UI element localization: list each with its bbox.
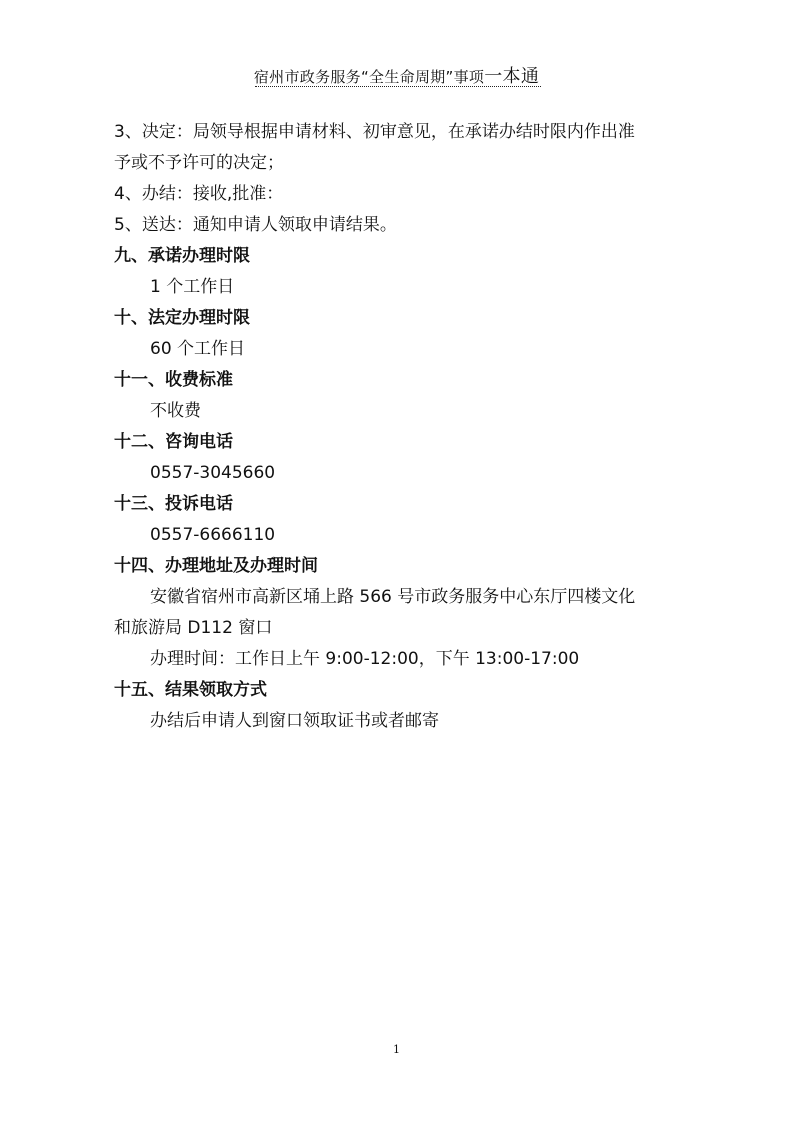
section-10-value: 60 个工作日 — [150, 339, 246, 359]
process-step-5: 5、送达：通知申请人领取申请结果。 — [114, 215, 397, 235]
section-15-heading: 十五、结果领取方式 — [114, 680, 267, 700]
section-14-address-line-2: 和旅游局 D112 窗口 — [114, 618, 273, 638]
process-step-3-line-2: 予或不予许可的决定； — [114, 153, 284, 173]
section-13-heading: 十三、投诉电话 — [114, 494, 233, 514]
section-14-address-line-1: 安徽省宿州市高新区埇上路 566 号市政务服务中心东厅四楼文化 — [150, 587, 636, 607]
section-12-value: 0557-3045660 — [150, 463, 276, 483]
page-number: 1 — [393, 1043, 400, 1056]
header-title-part1: 宿州市政务服务“全生命周期”事项 — [253, 68, 485, 86]
section-9-value: 1 个工作日 — [150, 277, 235, 297]
process-step-3-line-1: 3、决定：局领导根据申请材料、初审意见，在承诺办结时限内作出准 — [114, 122, 635, 142]
section-12-heading: 十二、咨询电话 — [114, 432, 233, 452]
section-14-heading: 十四、办理地址及办理时间 — [114, 556, 318, 576]
process-step-4: 4、办结：接收,批准： — [114, 184, 284, 204]
header-title — [254, 62, 539, 93]
document-body — [114, 117, 694, 737]
section-10-heading: 十、法定办理时限 — [114, 308, 250, 328]
header-title-part2: 一本通 — [484, 66, 540, 87]
section-14-hours: 办理时间：工作日上午 9:00-12:00，下午 13:00-17:00 — [150, 649, 580, 669]
header-dotted-rule — [255, 86, 541, 87]
section-9-heading: 九、承诺办理时限 — [114, 246, 250, 266]
page-header — [0, 62, 793, 93]
section-11-heading: 十一、收费标准 — [114, 370, 233, 390]
section-15-value: 办结后申请人到窗口领取证书或者邮寄 — [150, 711, 439, 731]
section-11-value: 不收费 — [150, 401, 201, 421]
section-13-value: 0557-6666110 — [150, 525, 276, 545]
